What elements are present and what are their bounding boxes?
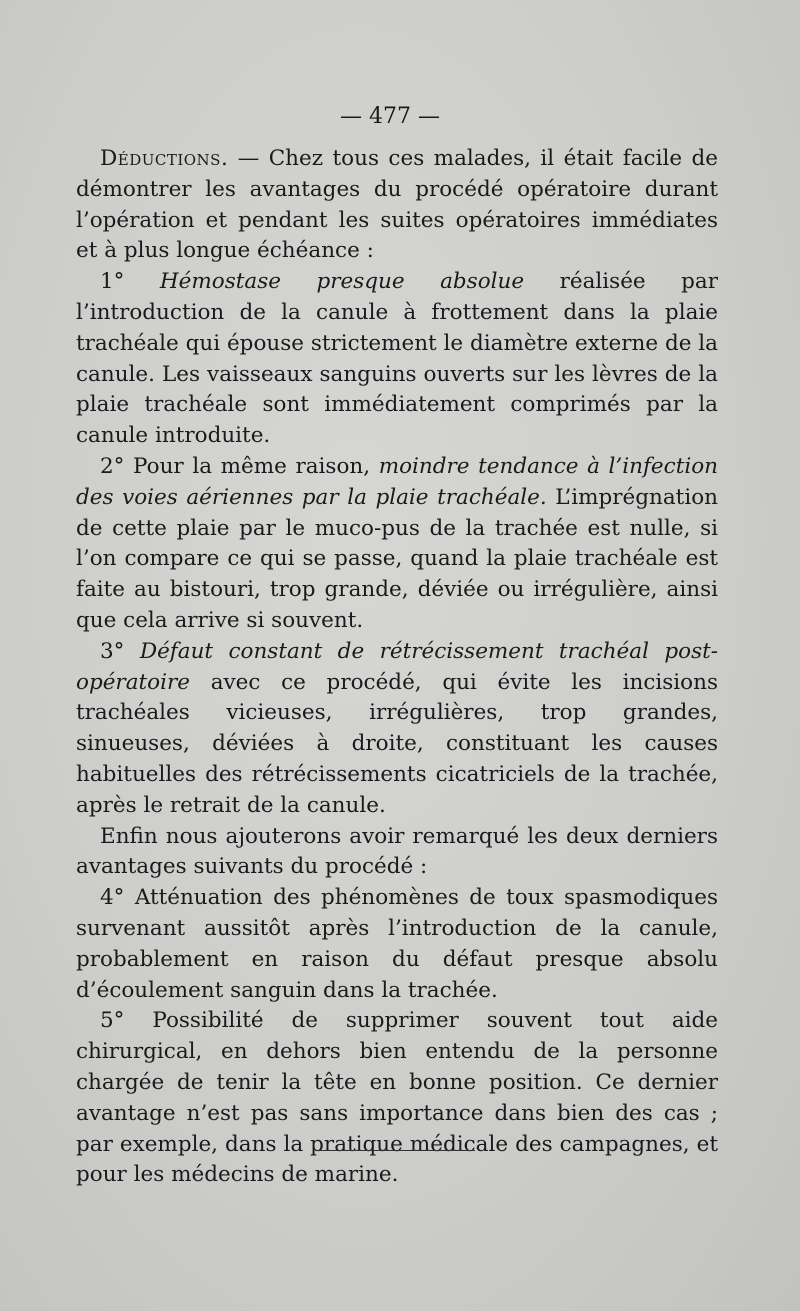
paragraph-text: L’imprégnation de cette plaie par le muco-pus de la trachée est nulle, si l’on compare ce qui se passe, quand la plaie trachéale est faite au bistouri, trop grande, déviée ou irrégulière, ainsi que cela arrive si souvent. (76, 484, 718, 633)
point-number: 4° (100, 885, 135, 911)
paragraph-text: — Chez tous ces malades, il était facile de démontrer les avantages du procédé opératoire durant l’opération et pendant les suites opératoires immédiates et à plus longue échéance : (76, 146, 718, 264)
paragraph-text: Atténuation des phénomènes de toux spasmodiques survenant aussitôt après l’introduction de la canule, probablement en raison du défaut presque absolu d’écoulement sanguin dans la trachée. (76, 885, 719, 1003)
point-heading: moindre tendance à l’infection des voies aériennes par la plaie trachéale. (76, 453, 719, 510)
paragraph-point-4 (76, 883, 718, 1006)
body-text (76, 144, 718, 1191)
paragraph-point-3 (76, 637, 718, 822)
paragraph-text: réalisée par l’introduction de la canule à frottement dans la plaie trachéale qui épouse strictement le diamètre externe de la canule. Les vaisseaux sanguins ouverts sur les lèvres de la plaie trachéale sont immédiatement comprimés par la canule introduite. (76, 269, 718, 449)
paragraph-point-5 (76, 1006, 718, 1191)
paragraph-additional (76, 822, 718, 884)
paragraph-text: Enfin nous ajouterons avoir remarqué les deux derniers avantages suivants du procédé : (76, 823, 718, 880)
paragraph-point-2 (76, 452, 718, 637)
point-heading: Hémostase presque absolue (159, 269, 525, 295)
paragraph-deductions (76, 144, 718, 267)
section-label: Déductions. (100, 146, 229, 171)
point-heading: Défaut constant de rétrécissement trachéal post-opératoire (76, 638, 719, 695)
paragraph-text: avec ce procédé, qui évite les incisions trachéales vicieuses, irrégulières, trop grandes, sinueuses, déviées à droite, constituant les causes habituelles des rétrécissements cicatriciels de la trachée, après le retrait de la canule. (76, 669, 718, 818)
page-number: — 477 — (340, 104, 440, 129)
paragraph-lead: Pour la même raison, (133, 453, 379, 479)
closing-rule (315, 1150, 475, 1151)
point-number: 3° (100, 638, 140, 664)
point-number: 5° (100, 1008, 153, 1034)
point-number: 2° (100, 453, 134, 479)
point-number: 1° (100, 269, 160, 295)
paragraph-text: Possibilité de supprimer souvent tout aide chirurgical, en dehors bien entendu de la personne chargée de tenir la tête en bonne position. Ce dernier avantage n’est pas sans importance dans bien des cas ; par exemple, dans la pratique médicale des campagnes, et pour les médecins de marine. (76, 1008, 718, 1188)
paragraph-point-1 (76, 267, 718, 452)
